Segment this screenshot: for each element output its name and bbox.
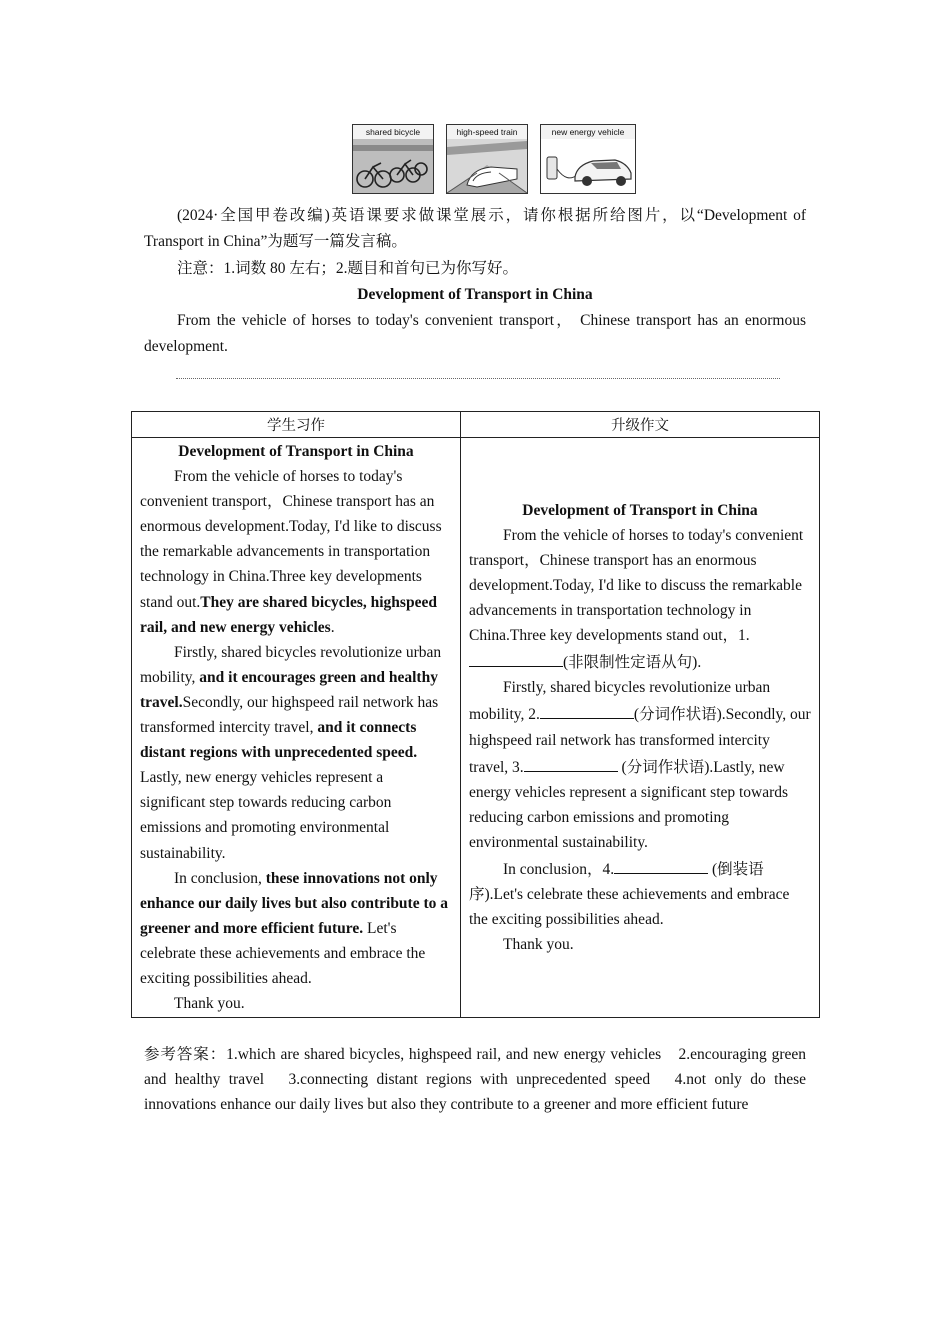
header-student-draft: 学生习作 — [132, 412, 461, 438]
essay-title: Development of Transport in China — [357, 286, 593, 303]
car-icon — [541, 139, 635, 193]
upgraded-paragraph: From the vehicle of horses to today's convenient transport，Chinese transport has an enormous development.Today, I'd like to discuss the remarkable advancements in transportation technology in China.Three key developments stand out，1.(非限制性定语从句). — [469, 526, 804, 672]
upgraded-paragraph: In conclusion，4. (倒装语序).Let's celebrate these achievements and embrace the exciting possibilities ahead. — [469, 855, 811, 932]
train-icon — [447, 139, 527, 193]
essay-opening: From the vehicle of horses to today's convenient transport， Chinese transport has an enormous development. — [144, 312, 806, 355]
answer-blank-4[interactable] — [614, 855, 708, 874]
answer-blank-1[interactable] — [469, 648, 563, 667]
picture-caption: high-speed train — [456, 127, 518, 137]
student-draft-cell — [132, 438, 461, 1018]
answer-blank-3[interactable] — [524, 753, 618, 772]
high-speed-train-picture — [446, 124, 528, 194]
picture-caption: new energy vehicle — [551, 127, 625, 137]
draft-paragraph: From the vehicle of horses to today's convenient transport，Chinese transport has an enormous development.Today, I'd like to discuss the remarkable advancements in transportation technology in China.Three key developments stand out.They are shared bicycles, highspeed rail, and new energy vehicles. — [140, 468, 442, 636]
draft-closing: Thank you. — [174, 995, 245, 1013]
task-note: 注意：1.词数 80 左右；2.题目和首句已为你写好。 — [177, 260, 519, 277]
upgraded-title: Development of Transport in China — [522, 501, 758, 519]
answer-blank-2[interactable] — [540, 700, 634, 719]
comparison-table — [131, 411, 820, 1018]
draft-paragraph: In conclusion, these innovations not only enhance our daily lives but also contribute to a greener and more efficient future. Let's celebrate these achievements and embrace the exciting possibilities ahead. — [140, 869, 449, 987]
upgraded-essay-cell — [461, 438, 820, 1018]
bicycle-icon — [353, 139, 433, 193]
task-instruction: (2024·全国甲卷改编)英语课要求做课堂展示，请你根据所给图片，以“Development of Transport in China”为题写一篇发言稿。 — [144, 207, 806, 250]
picture-caption: shared bicycle — [365, 127, 421, 137]
header-upgraded-essay: 升级作文 — [461, 412, 820, 438]
upgraded-paragraph: Firstly, shared bicycles revolutionize urban mobility, 2. (分词作状语).Secondly, our highspeed rail network has transformed intercity travel, 3. (分词作状语).Lastly, new energy vehicles represent a significant step towards reducing carbon emissions and promoting environmental sustainability. — [469, 679, 811, 851]
new-energy-vehicle-picture — [540, 124, 636, 194]
reference-answers: 参考答案：1.which are shared bicycles, highspeed rail, and new energy vehicles 2.encouraging green and healthy travel 3.connecting distant regions with unprecedented speed 4.not only do these innovations enhance our daily lives but also they contribute to a greener and more efficient future — [144, 1046, 806, 1113]
draft-title: Development of Transport in China — [178, 443, 414, 460]
shared-bicycle-picture — [352, 124, 434, 194]
picture-strip — [352, 124, 636, 194]
upgraded-closing: Thank you. — [503, 936, 574, 954]
draft-paragraph: Firstly, shared bicycles revolutionize urban mobility, and it encourages green and healthy travel.Secondly, our highspeed rail network has transformed intercity travel, and it connects distant regions with unprecedented speed. Lastly, new energy vehicles represent a significant step towards reducing carbon emissions and promoting environmental sustainability. — [140, 643, 442, 862]
writing-line — [176, 378, 780, 379]
